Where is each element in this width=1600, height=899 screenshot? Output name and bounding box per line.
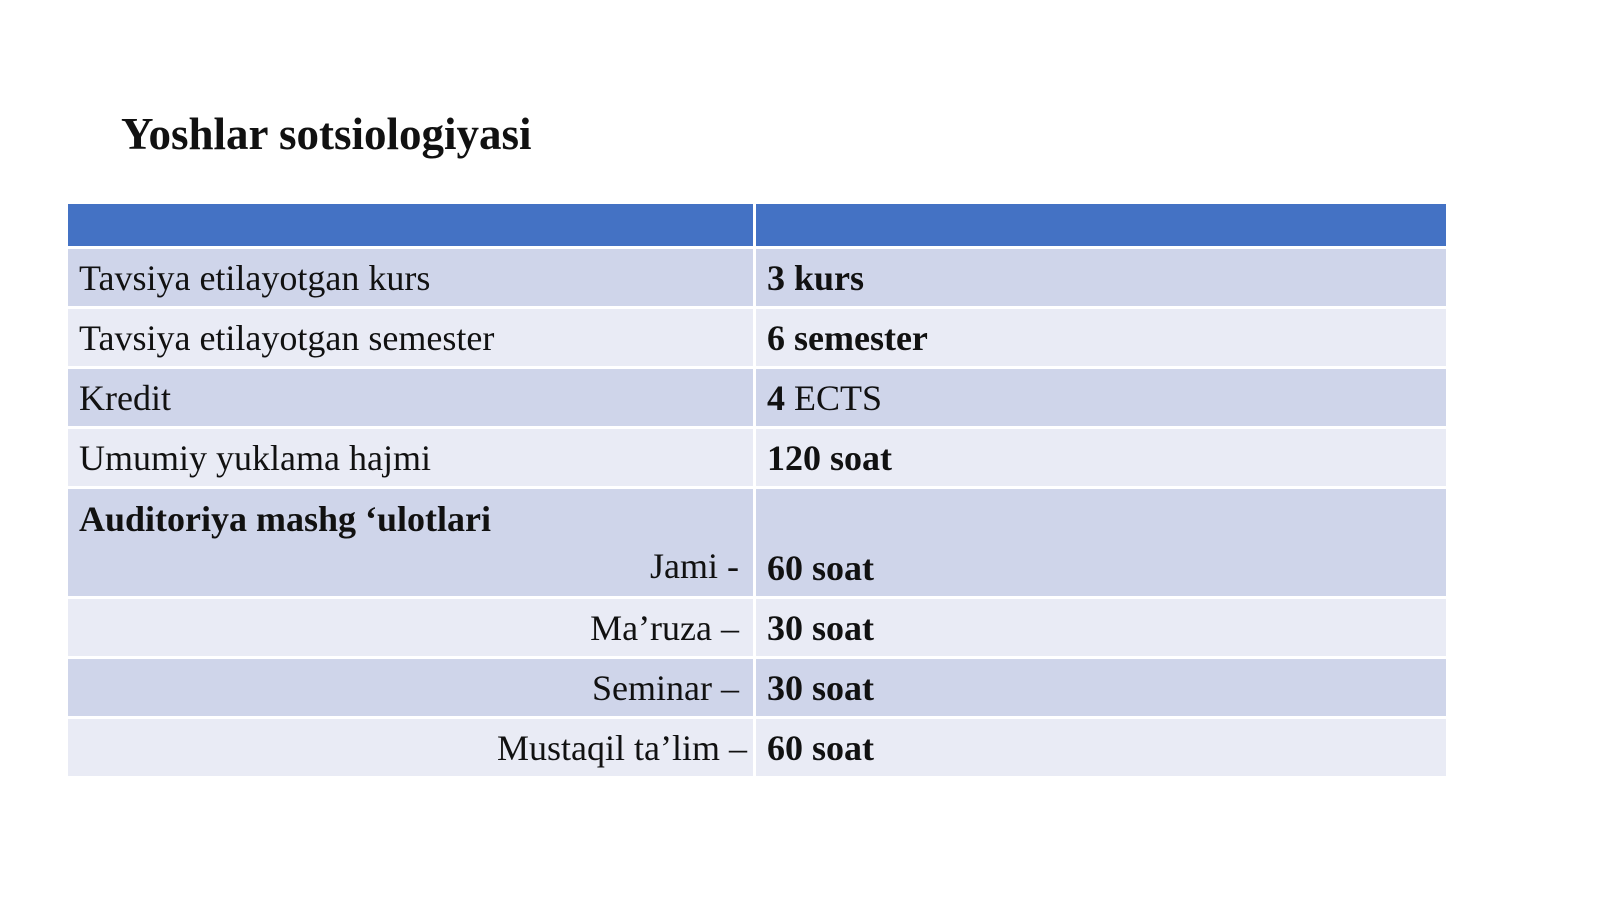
row-label: Mustaqil ta’lim – (68, 719, 756, 779)
row-value: 6 semester (756, 309, 1446, 369)
row-label: Tavsiya etilayotgan kurs (68, 249, 756, 309)
row-label-cell (68, 489, 756, 599)
row-value: 30 soat (756, 659, 1446, 719)
table-row (68, 599, 1446, 659)
row-value-unit: ECTS (794, 377, 883, 418)
row-label: Kredit (68, 369, 756, 429)
course-info-table (68, 204, 1446, 779)
table-header-cell (756, 204, 1446, 249)
table-row (68, 249, 1446, 309)
table-row (68, 369, 1446, 429)
row-value: 30 soat (756, 599, 1446, 659)
table-header-row (68, 204, 1446, 249)
table-header-cell (68, 204, 756, 249)
table-row (68, 309, 1446, 369)
row-value: 60 soat (767, 548, 874, 588)
row-value: 3 kurs (756, 249, 1446, 309)
row-label: Auditoriya mashg ‘ulotlari (79, 498, 492, 539)
row-value: 60 soat (756, 719, 1446, 779)
row-label: Seminar – (68, 659, 756, 719)
row-label: Tavsiya etilayotgan semester (68, 309, 756, 369)
table-row (68, 429, 1446, 489)
row-sublabel: Jami - (650, 545, 739, 586)
row-label: Ma’ruza – (68, 599, 756, 659)
row-value-cell (756, 489, 1446, 599)
row-value: 120 soat (756, 429, 1446, 489)
table-row (68, 489, 1446, 599)
row-value (756, 369, 1446, 429)
page-title: Yoshlar sotsiologiyasi (121, 109, 532, 159)
row-value-number: 4 (767, 377, 785, 418)
table-row (68, 719, 1446, 779)
row-label: Umumiy yuklama hajmi (68, 429, 756, 489)
table-row (68, 659, 1446, 719)
